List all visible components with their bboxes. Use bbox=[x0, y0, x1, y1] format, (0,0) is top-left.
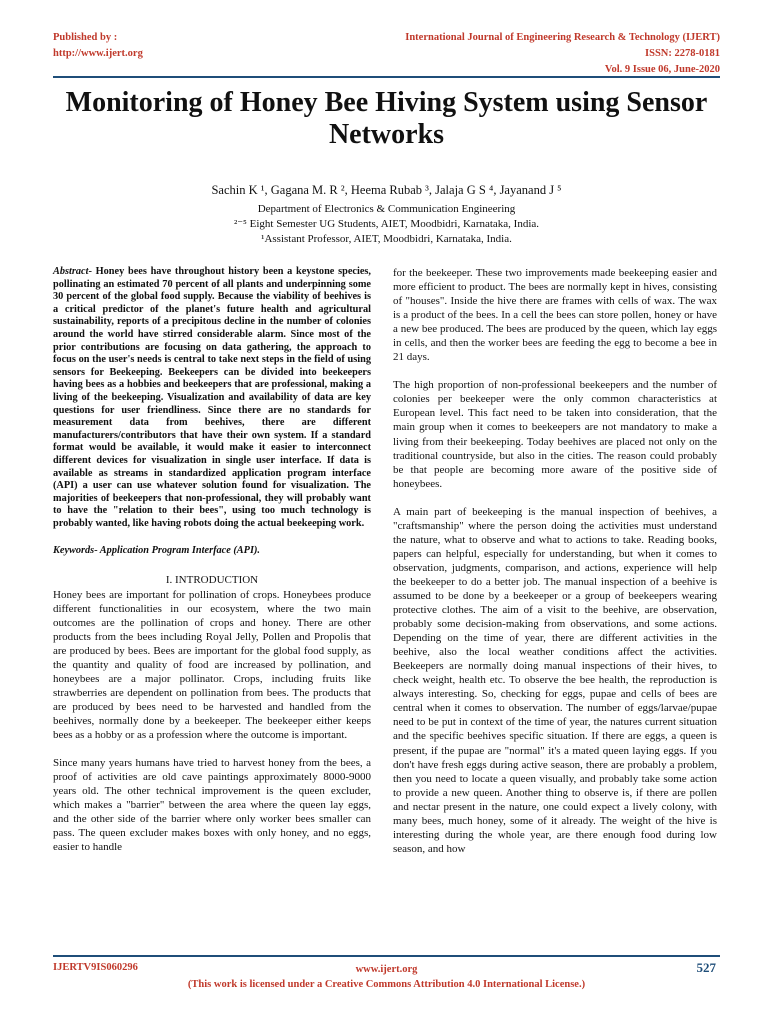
paper-code: IJERTV9IS060296 bbox=[53, 962, 138, 973]
affiliation-dept: Department of Electronics & Communication Engineering bbox=[257, 203, 516, 215]
affiliation-professor: ¹Assistant Professor, AIET, Moodbidri, Karnataka, India. bbox=[261, 233, 512, 245]
left-column bbox=[53, 266, 371, 854]
author-list: Sachin K ¹, Gagana M. R ², Heema Rubab ³, Jalaja G S ⁴, Jayanand J ⁵ bbox=[211, 183, 562, 197]
keywords: Keywords- Application Program Interface (API). bbox=[53, 545, 260, 557]
abstract bbox=[53, 266, 371, 530]
page-number: 527 bbox=[696, 960, 716, 975]
header-journal-info bbox=[300, 30, 720, 78]
body-paragraph: The high proportion of non-professional beekeepers and the number of colonies per beekeeper were the only common characteristics at European level. This fact need to be taken into consideration, that the main group when it comes to beekeepers are not mandatory to make a living from their beekeeping. Today beehives are placed not only on the traditional countryside, but also in the cities. The reason could probably be that people are becoming more aware of the positive side of honeybees. bbox=[393, 379, 717, 490]
published-by-label: Published by : bbox=[53, 32, 118, 43]
footer-url-link[interactable]: www.ijert.org bbox=[355, 964, 418, 975]
body-paragraph: Since many years humans have tried to harvest honey from the bees, a proof of activities are old cave paintings approximately 8000-9000 years old. The other technical improvement is the queen excluder, which makes a "barrier" between the area where the queen lay eggs, and the other side of the barrier where only worker bees smaller can pass. The queen excluder makes boxes with only honey, and no eggs, easier to handle bbox=[53, 757, 371, 854]
header-publisher bbox=[53, 30, 293, 62]
affiliations bbox=[53, 202, 720, 247]
body-paragraph: for the beekeeper. These two improvements made beekeeping easier and more efficient to product. The bees are normally kept in hives, consisting of "houses". Inside the hive there are frames with cells of wax. The wax is a product of the bees. In a cell the bees can store pollen, honey or have a new bee produced. The bees are produced by the queen, which lay eggs in cells, and then the worker bees are feeding the egg to become a bee in 21 days. bbox=[393, 267, 717, 364]
right-column bbox=[393, 266, 717, 856]
header-divider bbox=[53, 76, 720, 78]
section-heading-introduction: I. INTRODUCTION bbox=[165, 573, 259, 586]
license-notice: (This work is licensed under a Creative Commons Attribution 4.0 International License.) bbox=[187, 979, 586, 990]
body-paragraph: Honey bees are important for pollination of crops. Honeybees produce different functionalities in our ecosystem, where the two main outcomes are the pollination of crops and honey. There are other products from the bees including Royal Jelly, Pollen and Propolis that are produced by bees. Bees are important for the global food supply, as the quantity and quality of food are increased by pollination, and honeybees are a major pollinator. Crops, including fruits like strawberries are dependent on pollination from bees. The products that are produced by bees need to be harvested and handled from the beehives, normally done by a beekeeper. The beekeeper either keeps bees as a hobby or as a profession where the outcome is important. bbox=[53, 588, 371, 742]
paper-title: Monitoring of Honey Bee Hiving System using Sensor Networks bbox=[65, 87, 708, 150]
journal-name: International Journal of Engineering Research & Technology (IJERT) bbox=[405, 32, 720, 43]
publisher-url-link[interactable]: http://www.ijert.org bbox=[53, 48, 143, 59]
issn: ISSN: 2278-0181 bbox=[645, 48, 720, 59]
body-paragraph: A main part of beekeeping is the manual inspection of beehives, a "craftsmanship" where the person doing the activities must understand the nature, what to observe and what to actions to take. Reading books, papers can helpful, especially for understanding, but when it comes to observation, judgments, comparison, and actions, experience will help the beekeeper to do a better job. The manual inspection of a beehive is assumed to be done by a beekeeper or a group of beekeepers wearing protective clothes. The aim of a visit to the beehive, are observation, probably some decision-making from observations, and some actions. Depending on the time of year, there are different activities in the beehive, also the local weather conditions affect the activities. Beekeepers are normally doing manual inspections of their hives, to check weight, health etc. To observe the bee health, the reproduction is always interesting. So, checking for eggs, pupae and cells of bees are central when it comes to observation. The number of eggs/larvae/pupae need to be put in context of the time of year, the natures current situation and the specific beehives specific situation. If there are eggs, a queen is present, if the pupae are "normal" it's a mated queen laying eggs. If you don't have fresh eggs during active season, there are probably a problem, then you need to locate a queen visually, and probably take some action to provide a new queen. Another thing to observe is, if there are pollen and nectar present in the nature, one could expect a lively colony, with many bees, much honey, some of it already. The weight of the hive is interesting during the whole year, are there enough food during low season, and how bbox=[393, 505, 717, 855]
abstract-text: - Honey bees have throughout history been a keystone species, pollinating an estimated 70 percent of all plants and underpinning some 30 percent of the global food supply. Because the viability of beehives is a critical predictor of the planet's future health and agricultural sustainability, reports of a precipitous decline in the number of colonies around the world have stirred considerable alarm. Since most of the prior contributions are focusing on data gathering, the approach to focus on the user's needs is central to take next steps in the field of using sensors for Beekeeping. Beekeepers can be divided into beekeepers having bees as a hobbies and beekeepers that are professional, making a living of the beekeeping. Visualization and availability of data are key questions for user friendliness. Since there are no standards for measurement data from beehives, there are different manufacturers/contributors that have their own system. If a standard format would be available, it would make it easier to interconnect different devices for visualization in single user interface. If data is available as streams in standardized application program interface (API) a user can use whatever solution found for visualization. The majorities of beekeepers that non-professional, they will probably want to have the "relation to their bees", using too much technology is probably wanted, like having robots doing the actual beekeeping work. bbox=[53, 266, 371, 529]
abstract-label: Abstract bbox=[53, 266, 89, 277]
footer-center bbox=[53, 962, 720, 992]
affiliation-students: ²⁻⁵ Eight Semester UG Students, AIET, Moodbidri, Karnataka, India. bbox=[233, 218, 540, 230]
volume-issue: Vol. 9 Issue 06, June-2020 bbox=[604, 64, 720, 75]
footer-divider bbox=[53, 955, 720, 957]
